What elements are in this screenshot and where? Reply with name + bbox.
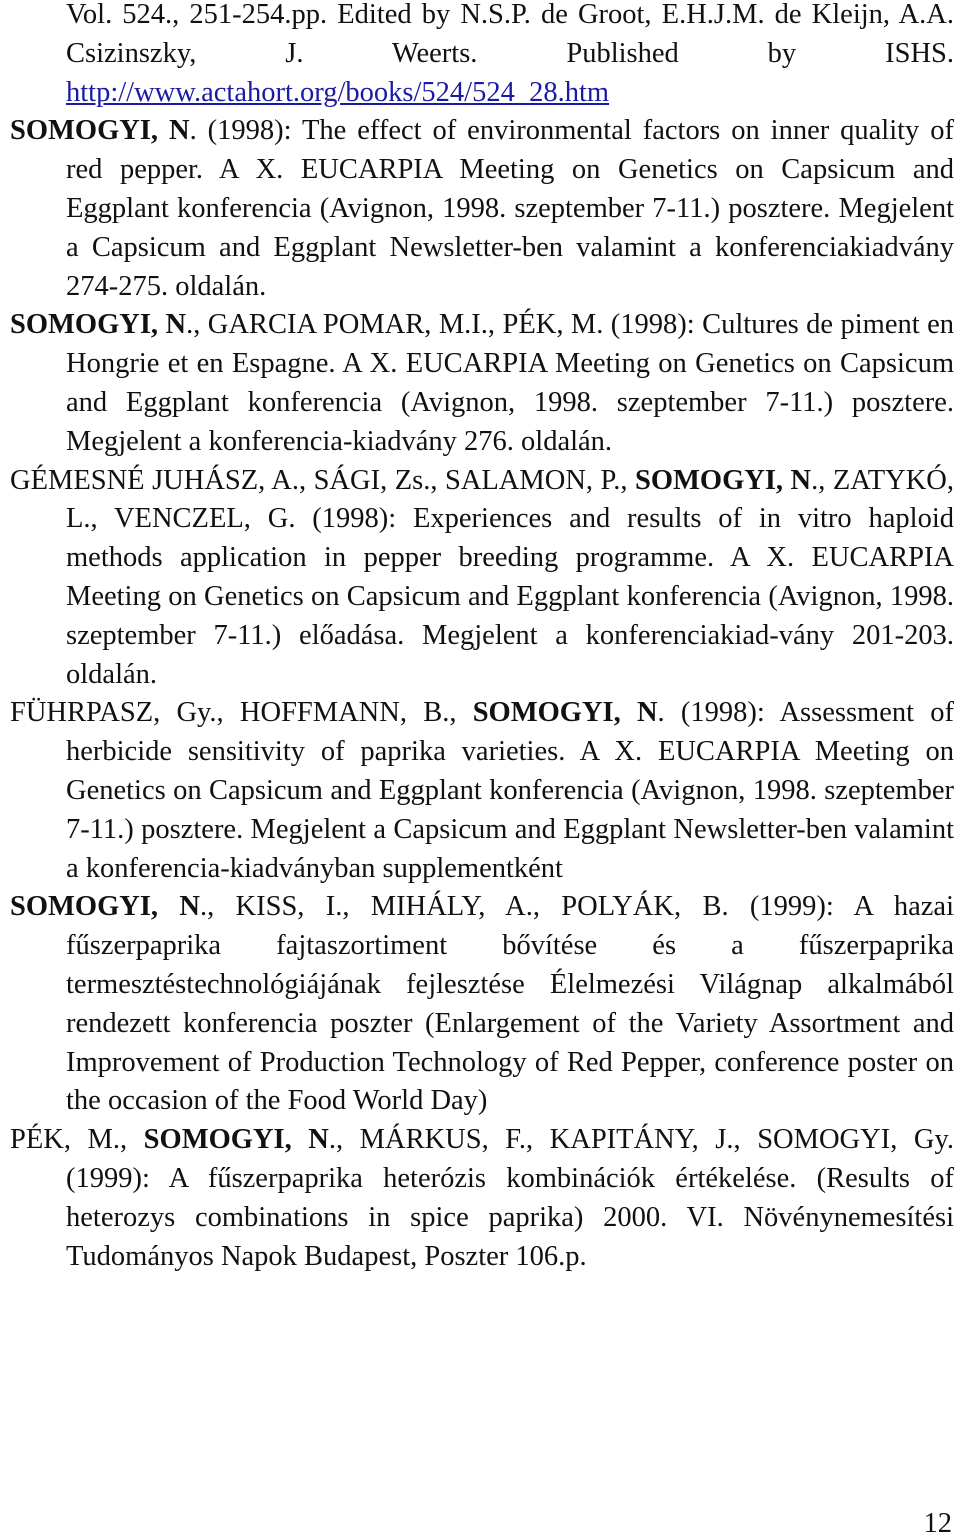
reference-continuation [10, 0, 954, 112]
reference-author-bold: SOMOGYI, N [10, 309, 187, 341]
reference-rest: . (1998): Assessment of herbicide sensitivity of paprika varieties. A X. EUCARPIA Meeting on Genetics on Capsicum and Eggplant konferencia (Avignon, 1998. szeptember 7-11.) posztere. Megjelent a Capsicum and Eggplant Newsletter-ben valamint a konferencia-kiadványban supplementként [66, 697, 954, 884]
reference-item [10, 462, 954, 695]
reference-item [10, 888, 954, 1121]
page-number: 12 [923, 1508, 952, 1539]
reference-rest: . (1998): The effect of environmental factors on inner quality of red pepper. A X. EUCARPIA Meeting on Genetics on Capsicum and Eggplant konferencia (Avignon, 1998. szeptember 7-11.) posztere. Megjelent a Capsicum and Eggplant Newsletter-ben valamint a konferenciakiadvány 274-275. oldalán. [66, 115, 954, 302]
reference-link[interactable]: http://www.actahort.org/books/524/524_28.htm [66, 76, 610, 108]
reference-author-bold: SOMOGYI, N [634, 464, 812, 496]
reference-author-bold: SOMOGYI, N [472, 697, 658, 729]
reference-item [10, 694, 954, 888]
reference-lead: FÜHRPASZ, Gy., HOFFMANN, B., [10, 697, 473, 729]
reference-author-bold: SOMOGYI, N [143, 1124, 329, 1156]
reference-lead: GÉMESNÉ JUHÁSZ, A., SÁGI, Zs., SALAMON, P., [10, 464, 635, 496]
reference-rest: ., GARCIA POMAR, M.I., PÉK, M. (1998): Cultures de piment en Hongrie et en Espagne. A X. EUCARPIA Meeting on Genetics on Capsicum and Eggplant konferencia (Avignon, 1998. szeptember 7-11.) posztere. Megjelent a konferencia-kiadvány 276. oldalán. [66, 309, 954, 457]
reference-author-bold: SOMOGYI, N [10, 115, 190, 147]
reference-rest: ., MÁRKUS, F., KAPITÁNY, J., SOMOGYI, Gy. (1999): A fűszerpaprika heterózis kombinációk értékelése. (Results of heterozys combinations in spice paprika) 2000. VI. Növénynemesítési Tudományos Napok Budapest, Poszter 106.p. [66, 1124, 954, 1272]
reference-text: Vol. 524., 251-254.pp. Edited by N.S.P. de Groot, E.H.J.M. de Kleijn, A.A. Csizinszky, J. Weerts. Published by ISHS. [66, 0, 954, 69]
reference-rest: ., ZATYKÓ, L., VENCZEL, G. (1998): Experiences and results of in vitro haploid methods application in pepper breeding programme. A X. EUCARPIA Meeting on Genetics on Capsicum and Eggplant konferencia (Avignon, 1998. szeptember 7-11.) előadása. Megjelent a konferenciakiad-vány 201-203. oldalán. [66, 464, 954, 690]
reference-item [10, 1121, 954, 1276]
reference-lead: PÉK, M., [10, 1124, 144, 1156]
reference-item [10, 306, 954, 461]
reference-list [10, 0, 954, 1276]
reference-author-bold: SOMOGYI, N [10, 891, 200, 923]
reference-rest: ., KISS, I., MIHÁLY, A., POLYÁK, B. (1999): A hazai fűszerpaprika fajtaszortiment bővítése és a fűszerpaprika termesztéstechnológiájának fejlesztése Élelmezési Világnap alkalmából rendezett konferencia poszter (Enlargement of the Variety Assortment and Improvement of Production Technology of Red Pepper, conference poster on the occasion of the Food World Day) [66, 891, 954, 1117]
reference-item [10, 112, 954, 306]
